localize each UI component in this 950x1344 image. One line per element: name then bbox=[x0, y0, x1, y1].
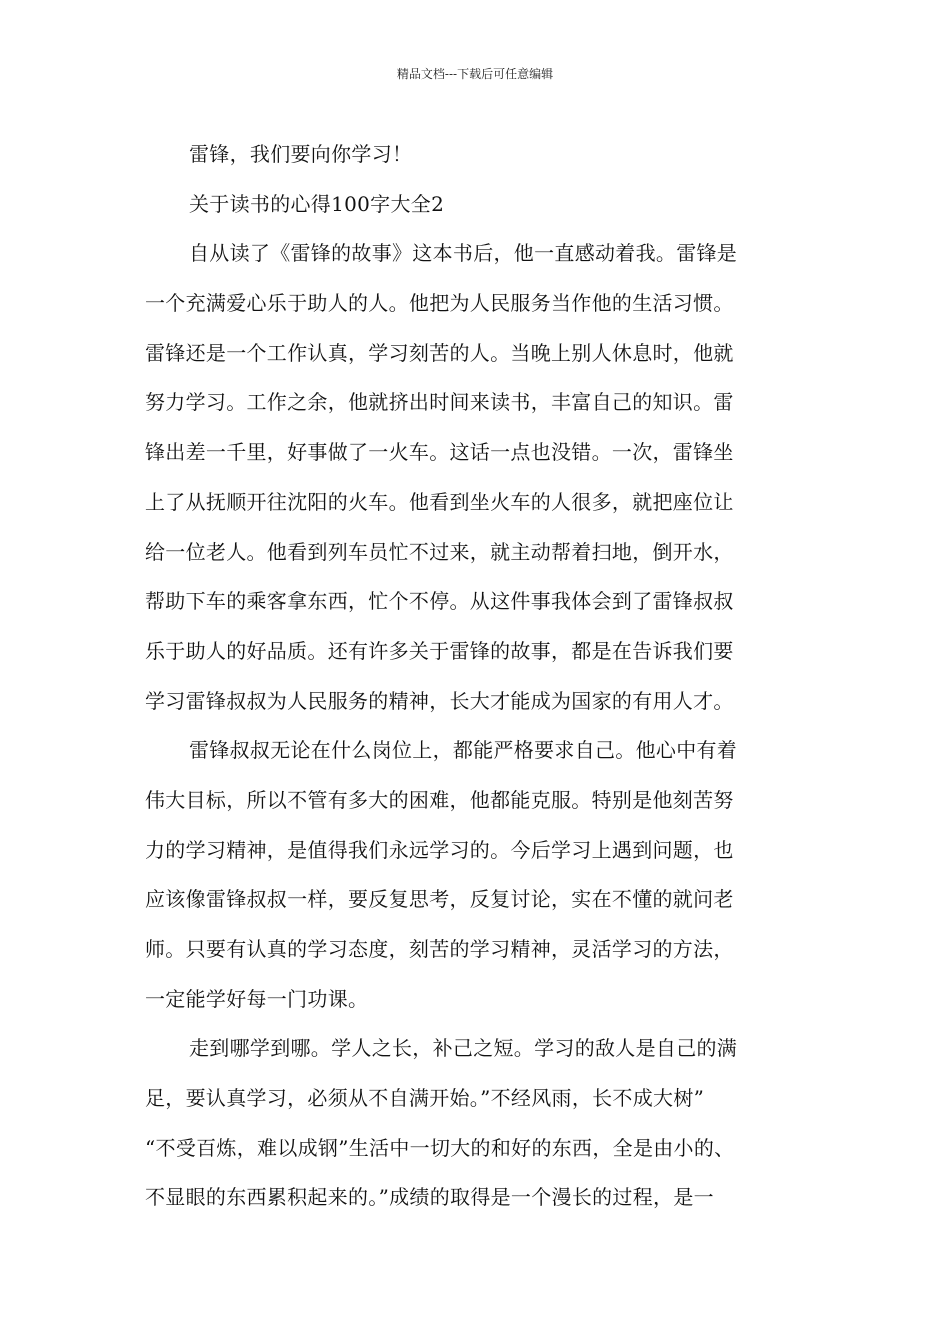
text-line: 一个充满爱心乐于助人的人。他把为人民服务当作他的生活习惯。 bbox=[145, 291, 734, 316]
section-heading: 关于读书的心得100字大全2 bbox=[189, 191, 445, 216]
text-line: 师。只要有认真的学习态度，刻苦的学习精神，灵活学习的方法， bbox=[145, 937, 734, 961]
text-line: 自从读了《雷锋的故事》这本书后，他一直感动着我。雷锋是 bbox=[189, 241, 738, 266]
text-line: 伟大目标，所以不管有多大的困难，他都能克服。特别是他刻苦努 bbox=[145, 787, 734, 812]
text-line: “不受百炼，难以成钢”生活中一切大的和好的东西，全是由小的、 bbox=[145, 1135, 735, 1160]
text-line: 雷锋，我们要向你学习！ bbox=[189, 142, 413, 166]
text-line: 力的学习精神，是值得我们永远学习的。今后学习上遇到问题，也 bbox=[145, 837, 734, 862]
text-line: 上了从抚顺开往沈阳的火车。他看到坐火车的人很多，就把座位让 bbox=[145, 489, 734, 514]
page-header: 精品文档---下载后可任意编辑 bbox=[396, 67, 554, 81]
text-line: 给一位老人。他看到列车员忙不过来，就主动帮着扫地，倒开水， bbox=[145, 539, 734, 564]
text-line: 走到哪学到哪。学人之长，补己之短。学习的敌人是自己的满 bbox=[189, 1036, 738, 1061]
text-line: 一定能学好每一门功课。 bbox=[145, 986, 369, 1011]
text-line: 不显眼的东西累积起来的。”成绩的取得是一个漫长的过程，是一 bbox=[145, 1185, 714, 1210]
text-line: 努力学习。工作之余，他就挤出时间来读书，丰富自己的知识。雷 bbox=[145, 390, 734, 415]
body-text bbox=[145, 130, 805, 1223]
text-line: 雷锋还是一个工作认真，学习刻苦的人。当晚上别人休息时，他就 bbox=[145, 340, 734, 365]
text-line: 足，要认真学习，必须从不自满开始。”不经风雨，长不成大树” bbox=[145, 1086, 705, 1111]
text-line: 帮助下车的乘客拿东西，忙个不停。从这件事我体会到了雷锋叔叔 bbox=[145, 589, 734, 614]
text-line: 雷锋叔叔无论在什么岗位上，都能严格要求自己。他心中有着 bbox=[189, 738, 738, 763]
text-line: 学习雷锋叔叔为人民服务的精神，长大才能成为国家的有用人才。 bbox=[145, 688, 734, 713]
text-line: 锋出差一千里，好事做了一火车。这话一点也没错。一次，雷锋坐 bbox=[145, 440, 734, 465]
text-line: 应该像雷锋叔叔一样，要反复思考，反复讨论，实在不懂的就问老 bbox=[145, 887, 734, 912]
text-line: 乐于助人的好品质。还有许多关于雷锋的故事，都是在告诉我们要 bbox=[145, 638, 734, 663]
